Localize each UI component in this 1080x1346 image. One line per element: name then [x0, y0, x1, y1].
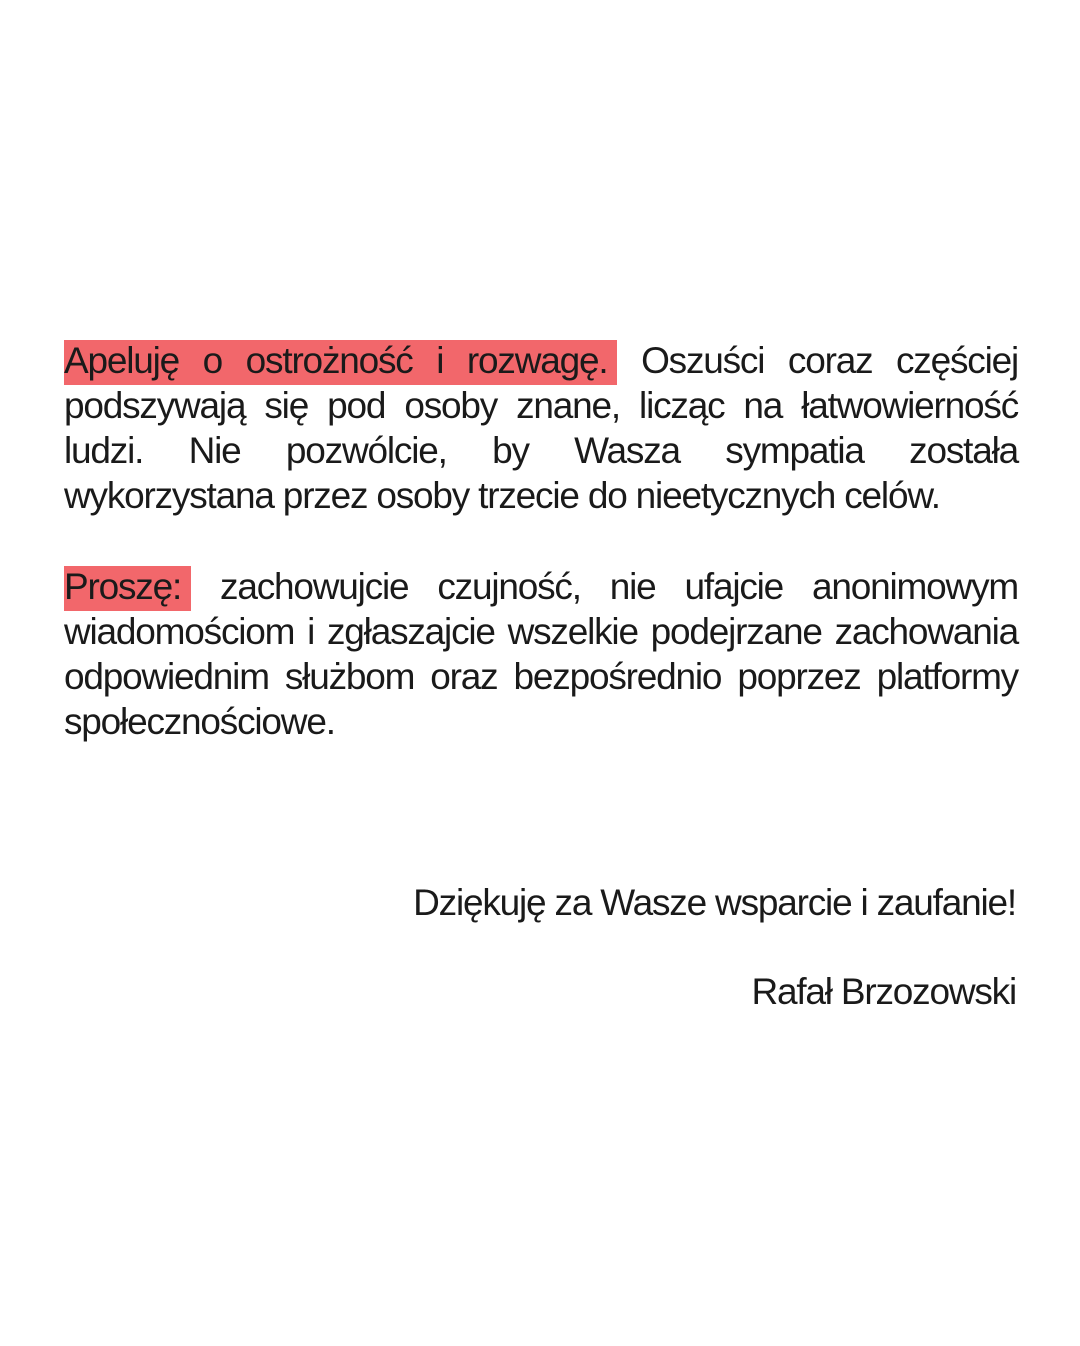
- thanks-line: Dziękuję za Wasze wsparcie i zaufanie!: [413, 882, 1016, 923]
- appeal-highlight: Apeluję o ostrożność i rozwagę.: [64, 340, 617, 385]
- appeal-paragraph: [64, 338, 1018, 518]
- request-text: zachowujcie czujność, nie ufajcie anonimowym wiadomościom i zgłaszajcie wszelkie podejrzane zachowania odpowiednim służbom oraz bezpośrednio poprzez platformy społecznościowe.: [64, 566, 1018, 742]
- appeal-text: Oszuści coraz częściej podszywają się pod osoby znane, licząc na łatwowierność ludzi. Nie pozwólcie, by Wasza sympatia została wykorzystana przez osoby trzecie do nieetycznych celów.: [64, 340, 1019, 516]
- letter-body: [64, 338, 1018, 744]
- request-paragraph: [64, 564, 1018, 744]
- request-highlight: Proszę:: [64, 566, 191, 611]
- signature: Rafał Brzozowski: [751, 971, 1016, 1012]
